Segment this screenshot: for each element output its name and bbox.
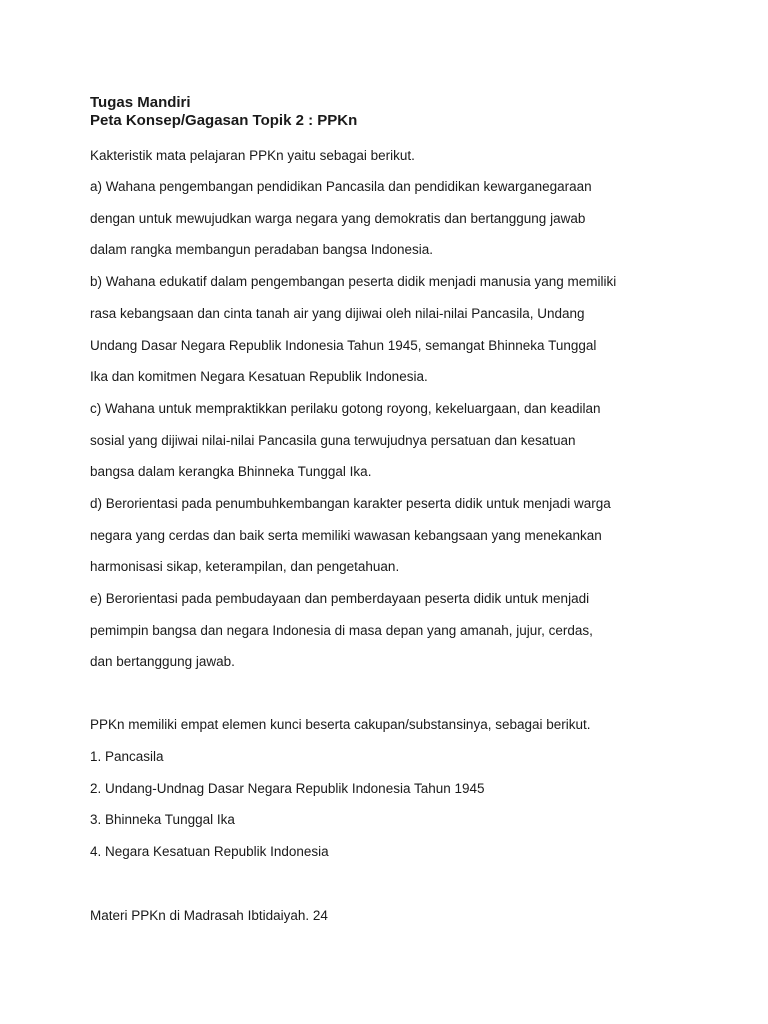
list-item: 3. Bhinneka Tunggal Ika xyxy=(90,812,235,827)
item-b-line: rasa kebangsaan dan cinta tanah air yang dijiwai oleh nilai-nilai Pancasila, Undang xyxy=(90,306,585,321)
item-d-line: d) Berorientasi pada penumbuhkembangan karakter peserta didik untuk menjadi warga xyxy=(90,496,611,511)
item-b-line: Undang Dasar Negara Republik Indonesia Tahun 1945, semangat Bhinneka Tunggal xyxy=(90,338,597,353)
item-b-line: Ika dan komitmen Negara Kesatuan Republik Indonesia. xyxy=(90,369,428,384)
item-d-line: harmonisasi sikap, keterampilan, dan pengetahuan. xyxy=(90,559,400,574)
item-d-line: negara yang cerdas dan baik serta memiliki wawasan kebangsaan yang menekankan xyxy=(90,528,602,543)
document-title: Tugas Mandiri xyxy=(90,94,191,111)
elements-intro: PPKn memiliki empat elemen kunci beserta cakupan/substansinya, sebagai berikut. xyxy=(90,717,591,732)
list-item: 2. Undang-Undnag Dasar Negara Republik Indonesia Tahun 1945 xyxy=(90,781,485,796)
item-b-line: b) Wahana edukatif dalam pengembangan peserta didik menjadi manusia yang memiliki xyxy=(90,274,617,289)
item-c-line: sosial yang dijiwai nilai-nilai Pancasila guna terwujudnya persatuan dan kesatuan xyxy=(90,433,576,448)
item-e-line: dan bertanggung jawab. xyxy=(90,654,235,669)
document-subtitle: Peta Konsep/Gagasan Topik 2 : PPKn xyxy=(90,112,358,129)
item-e-line: pemimpin bangsa dan negara Indonesia di masa depan yang amanah, jujur, cerdas, xyxy=(90,623,593,638)
list-item: 4. Negara Kesatuan Republik Indonesia xyxy=(90,844,329,859)
item-c-line: bangsa dalam kerangka Bhinneka Tunggal Ika. xyxy=(90,464,372,479)
intro-paragraph: Kakteristik mata pelajaran PPKn yaitu sebagai berikut. xyxy=(90,148,415,163)
list-item: 1. Pancasila xyxy=(90,749,164,764)
item-c-line: c) Wahana untuk mempraktikkan perilaku gotong royong, kekeluargaan, dan keadilan xyxy=(90,401,601,416)
item-a-line: dalam rangka membangun peradaban bangsa Indonesia. xyxy=(90,242,433,257)
item-a-line: a) Wahana pengembangan pendidikan Pancasila dan pendidikan kewarganegaraan xyxy=(90,179,592,194)
item-e-line: e) Berorientasi pada pembudayaan dan pemberdayaan peserta didik untuk menjadi xyxy=(90,591,590,606)
item-a-line: dengan untuk mewujudkan warga negara yang demokratis dan bertanggung jawab xyxy=(90,211,586,226)
source-citation: Materi PPKn di Madrasah Ibtidaiyah. 24 xyxy=(90,908,328,923)
